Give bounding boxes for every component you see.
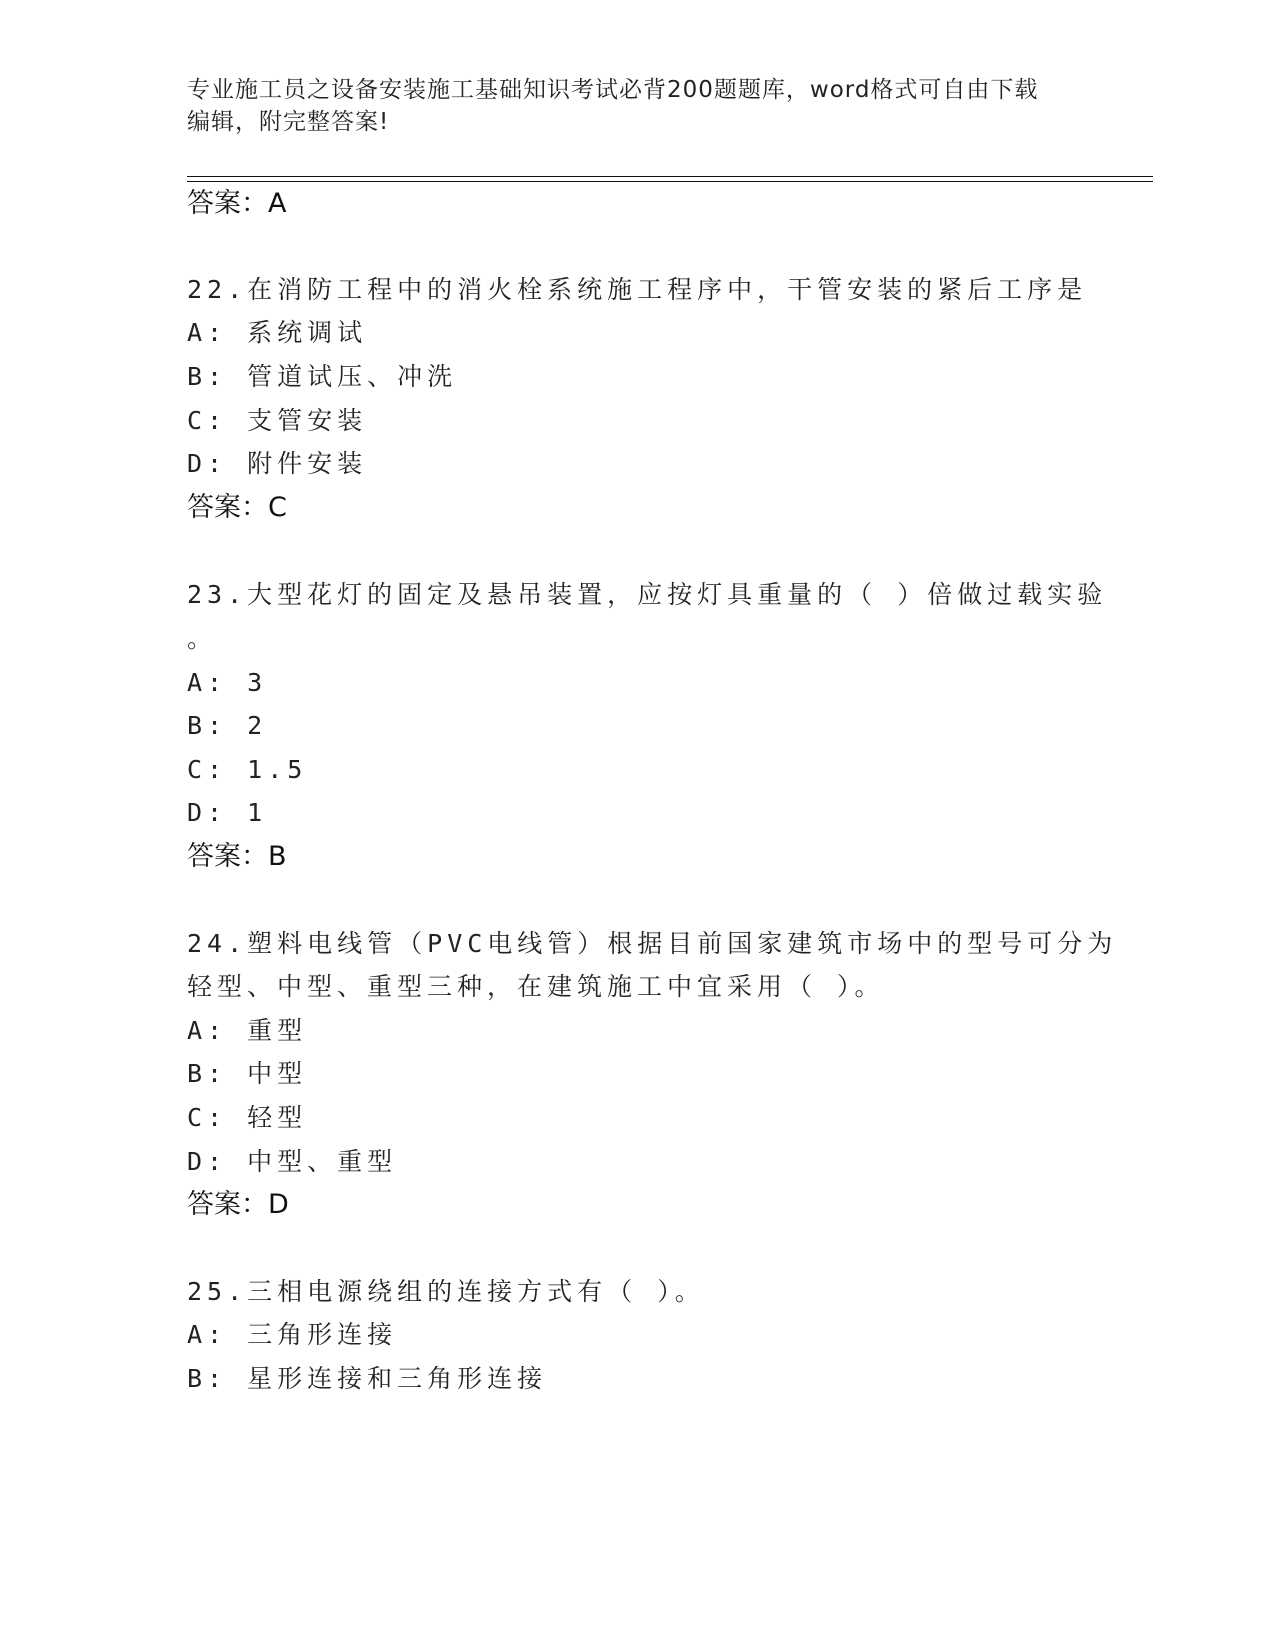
header-title-line-2: 编辑，附完整答案! [187,109,390,135]
question-24-option-d: D: 中型、重型 [187,1147,398,1176]
question-23-option-b: B: 2 [187,711,268,740]
header-divider-bottom [187,181,1153,182]
question-24-stem-line-2: 轻型、中型、重型三种，在建筑施工中宜采用（ ）。 [187,972,885,1001]
question-24-stem-line-1: 24.塑料电线管（PVC电线管）根据目前国家建筑市场中的型号可分为 [187,929,1118,958]
question-22-stem: 22.在消防工程中的消火栓系统施工程序中，干管安装的紧后工序是 [187,275,1088,304]
question-24-option-a: A: 重型 [187,1016,308,1045]
question-25-stem: 25.三相电源绕组的连接方式有（ ）。 [187,1277,705,1306]
document-header [187,74,1087,138]
question-23-option-a: A: 3 [187,668,268,697]
question-25-option-a: A: 三角形连接 [187,1320,398,1349]
question-22-option-a: A: 系统调试 [187,318,368,347]
question-22-option-d: D: 附件安装 [187,449,368,478]
question-24-option-c: C: 轻型 [187,1103,308,1132]
header-title-line-1: 专业施工员之设备安装施工基础知识考试必背200题题库，word格式可自由下载 [187,77,1039,103]
question-23-stem-line-2: 。 [187,624,218,653]
header-divider-top [187,176,1153,177]
question-23-option-d: D: 1 [187,798,268,827]
question-23-option-c: C: 1.5 [187,755,308,784]
question-23-answer: 答案：B [187,841,287,872]
question-23-stem-line-1: 23.大型花灯的固定及悬吊装置，应按灯具重量的（ ）倍做过载实验 [187,580,1108,609]
question-22-option-c: C: 支管安装 [187,406,368,435]
question-22-option-b: B: 管道试压、冲洗 [187,362,458,391]
question-22-answer: 答案：C [187,492,287,523]
question-24-answer: 答案：D [187,1189,289,1220]
question-24-option-b: B: 中型 [187,1059,308,1088]
question-25-option-b: B: 星形连接和三角形连接 [187,1364,548,1393]
previous-answer: 答案：A [187,188,287,219]
